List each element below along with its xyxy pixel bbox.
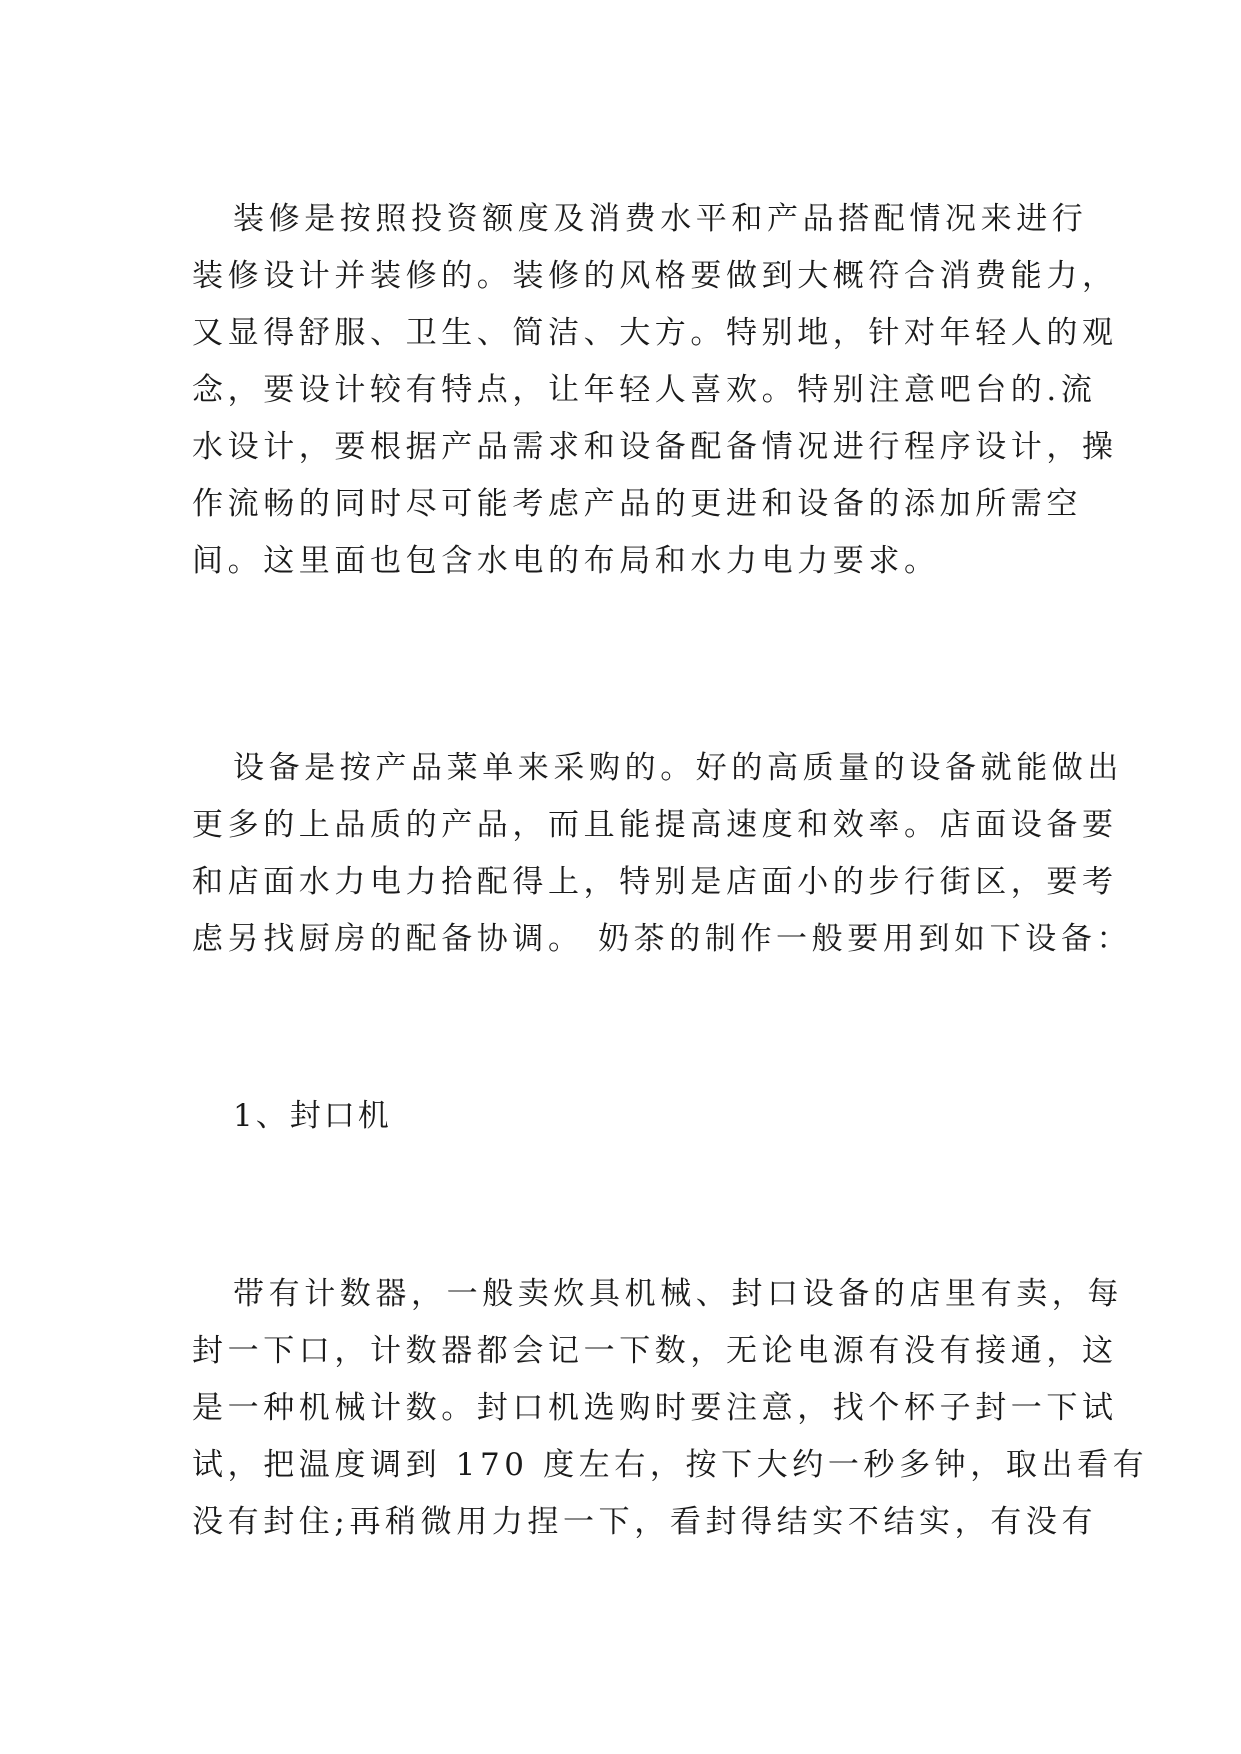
text-line: 装修设计并装修的。装修的风格要做到大概符合消费能力， <box>192 258 1118 294</box>
text-line: 是一种机械计数。封口机选购时要注意，找个杯子封一下试 <box>192 1390 1118 1426</box>
text-line: 念，要设计较有特点，让年轻人喜欢。特别注意吧台的.流 <box>192 372 1097 408</box>
text-line: 设备是按产品菜单来采购的。好的高质量的设备就能做出 <box>233 750 1123 786</box>
text-line: 更多的上品质的产品，而且能提高速度和效率。店面设备要 <box>192 807 1118 843</box>
text-line: 水设计，要根据产品需求和设备配备情况进行程序设计，操 <box>192 429 1118 465</box>
text-line: 没有封住;再稍微用力捏一下，看封得结实不结实，有没有 <box>192 1504 1098 1540</box>
text-line: 试，把温度调到 170 度左右，按下大约一秒多钟，取出看有 <box>192 1447 1149 1483</box>
text-line: 间。这里面也包含水电的布局和水力电力要求。 <box>192 543 940 579</box>
text-line: 和店面水力电力拾配得上，特别是店面小的步行街区，要考 <box>192 864 1118 900</box>
text-line: 封一下口，计数器都会记一下数，无论电源有没有接通，这 <box>192 1333 1118 1369</box>
text-line: 又显得舒服、卫生、简洁、大方。特别地，针对年轻人的观 <box>192 315 1118 351</box>
section-heading: 1、封口机 <box>233 1098 392 1134</box>
text-line: 装修是按照投资额度及消费水平和产品搭配情况来进行 <box>233 201 1088 237</box>
text-line: 带有计数器，一般卖炊具机械、封口设备的店里有卖，每 <box>233 1276 1123 1312</box>
text-line: 虑另找厨房的配备协调。 奶茶的制作一般要用到如下设备： <box>192 921 1133 957</box>
text-line: 作流畅的同时尽可能考虑产品的更进和设备的添加所需空 <box>192 486 1082 522</box>
